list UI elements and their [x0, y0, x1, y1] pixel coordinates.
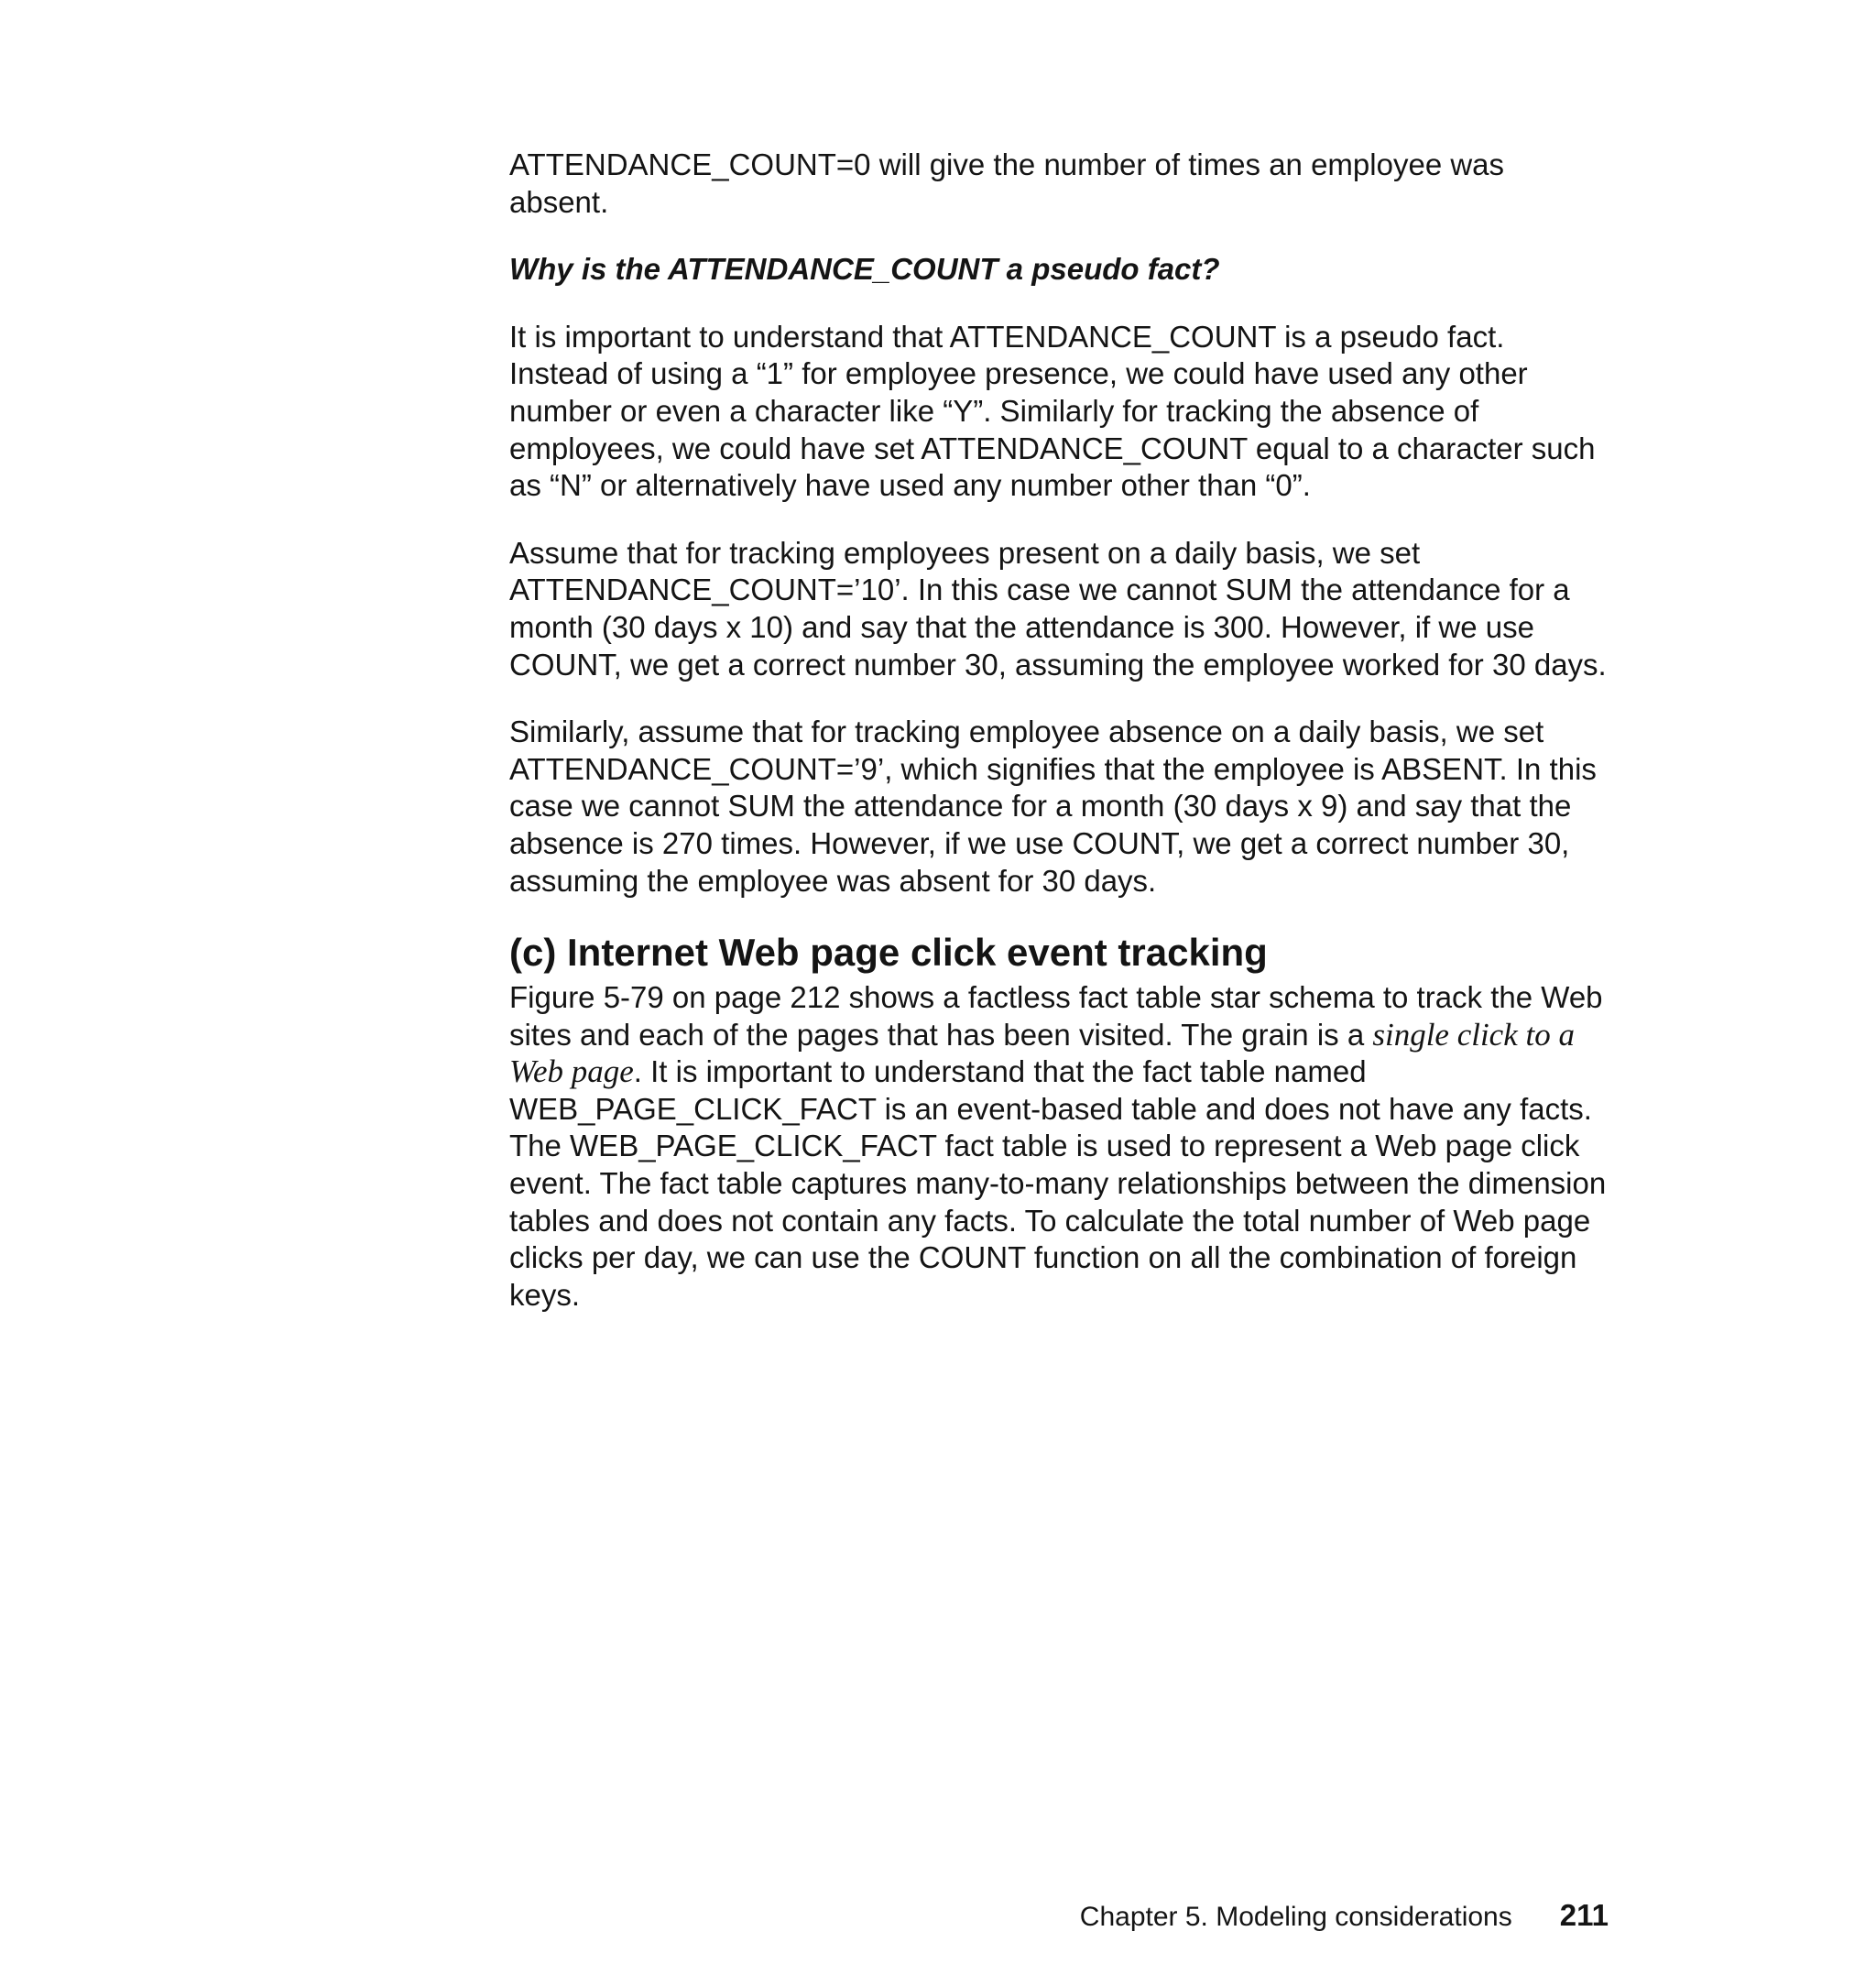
page-footer	[1026, 1898, 1609, 1938]
subheading-pseudo-fact: Why is the ATTENDANCE_COUNT a pseudo fact?	[509, 252, 1220, 287]
web-click-text-end: . It is important to understand that the fact table named WEB_PAGE_CLICK_FACT is an event-based table and does not have any facts. The WEB_PAGE_CLICK_FACT fact table is used to represent a Web page click event. The fact table captures many-to-many relationships between the dimension tables and does not contain any facts. To calculate the total number of Web page clicks per day, we can use the COUNT function on all the combination of foreign keys.	[509, 1054, 1607, 1312]
paragraph-absence-count: ATTENDANCE_COUNT=0 will give the number of times an employee was absent.	[509, 147, 1505, 219]
grain-emphasis: single click to a Web page	[509, 1016, 1575, 1090]
page-number: 211	[1559, 1898, 1609, 1932]
chapter-title: Chapter 5. Modeling considerations	[1079, 1902, 1512, 1932]
page-body	[509, 147, 1609, 1344]
web-click-text-start: Figure 5-79 on page 212 shows a factless fact table star schema to track the Web sites and each of the pages that has been visited. The grain is a	[509, 980, 1603, 1052]
paragraph-presence-example: Assume that for tracking employees present on a daily basis, we set ATTENDANCE_COUNT=’10’. In this case we cannot SUM the attendance for a month (30 days x 10) and say that the attendance is 300. However, if we use COUNT, we get a correct number 30, assuming the employee worked for 30 days.	[509, 535, 1607, 682]
section-heading: (c) Internet Web page click event tracking	[509, 931, 1268, 975]
paragraph-absence-example: Similarly, assume that for tracking employee absence on a daily basis, we set ATTENDANCE_COUNT=’9’, which signifies that the employee is ABSENT. In this case we cannot SUM the attendance for a month (30 days x 9) and say that the absence is 270 times. However, if we use COUNT, we get a correct number 30, assuming the employee was absent for 30 days.	[509, 715, 1597, 898]
paragraph-pseudo-fact: It is important to understand that ATTENDANCE_COUNT is a pseudo fact. Instead of using a “1” for employee presence, we could have used any other number or even a character like “Y”. Similarly for tracking the absence of employees, we could have set ATTENDANCE_COUNT equal to a character such as “N” or alternatively have used any number other than “0”.	[509, 319, 1596, 503]
paragraph-web-click	[509, 979, 1609, 1314]
